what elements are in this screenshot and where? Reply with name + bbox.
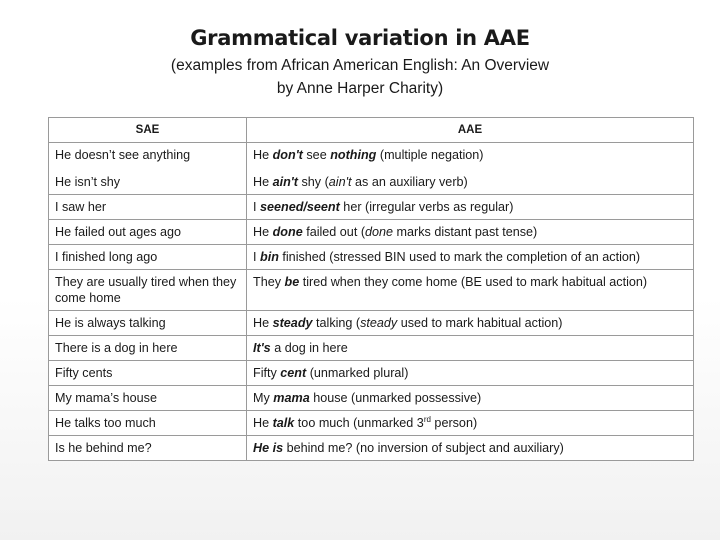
aae-cell <box>247 220 694 245</box>
aae-text: used to mark habitual action) <box>397 316 563 330</box>
table-row <box>49 195 694 220</box>
comparison-table <box>48 117 694 461</box>
header-aae: AAE <box>247 118 694 143</box>
sae-cell <box>49 436 247 461</box>
aae-example <box>253 274 687 290</box>
aae-example <box>253 415 687 431</box>
aae-feature-word: done <box>272 225 303 239</box>
aae-feature-word: It's <box>253 341 271 355</box>
aae-text: marks distant past tense) <box>393 225 538 239</box>
aae-text: done <box>365 225 394 239</box>
aae-text: Fifty <box>253 366 281 380</box>
aae-text: (unmarked plural) <box>306 366 409 380</box>
sae-example: He failed out ages ago <box>55 225 182 239</box>
subtitle-line-1: (examples from African American English: An Overview <box>170 57 550 74</box>
aae-feature-word: steady <box>272 316 313 330</box>
sae-example: I finished long ago <box>55 250 158 264</box>
sae-cell <box>49 143 247 195</box>
aae-text: He <box>253 316 273 330</box>
table-row <box>49 311 694 336</box>
table-row <box>49 143 694 195</box>
aae-feature-word: bin <box>260 250 279 264</box>
aae-text: too much (unmarked 3 <box>294 416 424 430</box>
aae-cell <box>247 386 694 411</box>
aae-text: talking ( <box>312 316 361 330</box>
aae-text: behind me? (no inversion of subject and auxiliary) <box>283 441 564 455</box>
sae-cell <box>49 361 247 386</box>
table-body <box>49 143 694 461</box>
aae-feature-word: talk <box>272 416 295 430</box>
aae-feature-word: He is <box>253 441 284 455</box>
sae-example: Fifty cents <box>55 366 113 380</box>
aae-feature-word: ain't <box>272 175 298 189</box>
sae-example: He talks too much <box>55 416 156 430</box>
aae-cell <box>247 436 694 461</box>
sae-example: He isn’t shy <box>55 175 121 189</box>
aae-text: He <box>253 225 273 239</box>
aae-text: I <box>253 200 260 214</box>
aae-example <box>253 440 687 456</box>
aae-cell <box>247 245 694 270</box>
sae-cell <box>49 311 247 336</box>
sae-cell <box>49 220 247 245</box>
aae-text: failed out ( <box>302 225 366 239</box>
aae-text: They <box>253 275 285 289</box>
sae-example: He is always talking <box>55 316 166 330</box>
aae-cell <box>247 270 694 311</box>
table-row <box>49 245 694 270</box>
aae-text: finished (stressed BIN used to mark the completion of an action) <box>278 250 641 264</box>
aae-cell <box>247 311 694 336</box>
sae-cell <box>49 245 247 270</box>
sae-example: Is he behind me? <box>55 441 152 455</box>
sae-example: There is a dog in here <box>55 341 178 355</box>
table-row <box>49 336 694 361</box>
aae-example <box>253 224 687 240</box>
table-row <box>49 220 694 245</box>
aae-example <box>253 340 687 356</box>
aae-example <box>253 199 687 215</box>
page-subtitle <box>0 54 720 100</box>
sae-cell <box>49 336 247 361</box>
aae-cell <box>247 411 694 436</box>
sae-example: My mama’s house <box>55 391 157 405</box>
page-title: Grammatical variation in AAE <box>190 26 530 50</box>
aae-text: house (unmarked possessive) <box>309 391 482 405</box>
table-row <box>49 386 694 411</box>
sae-example: They are usually tired when they come home <box>55 275 237 305</box>
aae-text: He <box>253 416 273 430</box>
aae-cell <box>247 195 694 220</box>
aae-text: My <box>253 391 274 405</box>
aae-cell <box>247 361 694 386</box>
aae-text: He <box>253 175 273 189</box>
aae-text: tired when they come home (BE used to mark habitual action) <box>299 275 648 289</box>
aae-text: as an auxiliary verb) <box>351 175 468 189</box>
sae-example: I saw her <box>55 200 107 214</box>
aae-text: see <box>302 148 331 162</box>
aae-text: He <box>253 148 273 162</box>
aae-example <box>253 365 687 381</box>
aae-text: her (irregular verbs as regular) <box>339 200 514 214</box>
aae-example <box>253 174 687 190</box>
table-row <box>49 270 694 311</box>
aae-text: rd <box>423 414 431 424</box>
aae-example <box>253 390 687 406</box>
aae-text: I <box>253 250 260 264</box>
sae-example: He doesn’t see anything <box>55 148 191 162</box>
aae-text: shy ( <box>298 175 329 189</box>
sae-cell <box>49 270 247 311</box>
aae-cell <box>247 143 694 195</box>
aae-text: a dog in here <box>270 341 348 355</box>
aae-feature-word: mama <box>273 391 310 405</box>
table-header-row <box>49 118 694 143</box>
aae-example <box>253 249 687 265</box>
sae-cell <box>49 411 247 436</box>
aae-feature-word: nothing <box>330 148 377 162</box>
table-row <box>49 436 694 461</box>
header-sae: SAE <box>49 118 247 143</box>
aae-feature-word: be <box>284 275 300 289</box>
subtitle-line-2: by Anne Harper Charity) <box>276 80 444 97</box>
aae-text: person) <box>430 416 478 430</box>
aae-feature-word: don't <box>272 148 303 162</box>
aae-example <box>253 147 687 163</box>
table-row <box>49 411 694 436</box>
aae-feature-word: seened/seent <box>260 200 340 214</box>
aae-feature-word: cent <box>280 366 307 380</box>
aae-text: steady <box>360 316 398 330</box>
sae-cell <box>49 386 247 411</box>
aae-text: ain't <box>328 175 352 189</box>
table-row <box>49 361 694 386</box>
aae-cell <box>247 336 694 361</box>
aae-text: (multiple negation) <box>376 148 484 162</box>
aae-example <box>253 315 687 331</box>
sae-cell <box>49 195 247 220</box>
